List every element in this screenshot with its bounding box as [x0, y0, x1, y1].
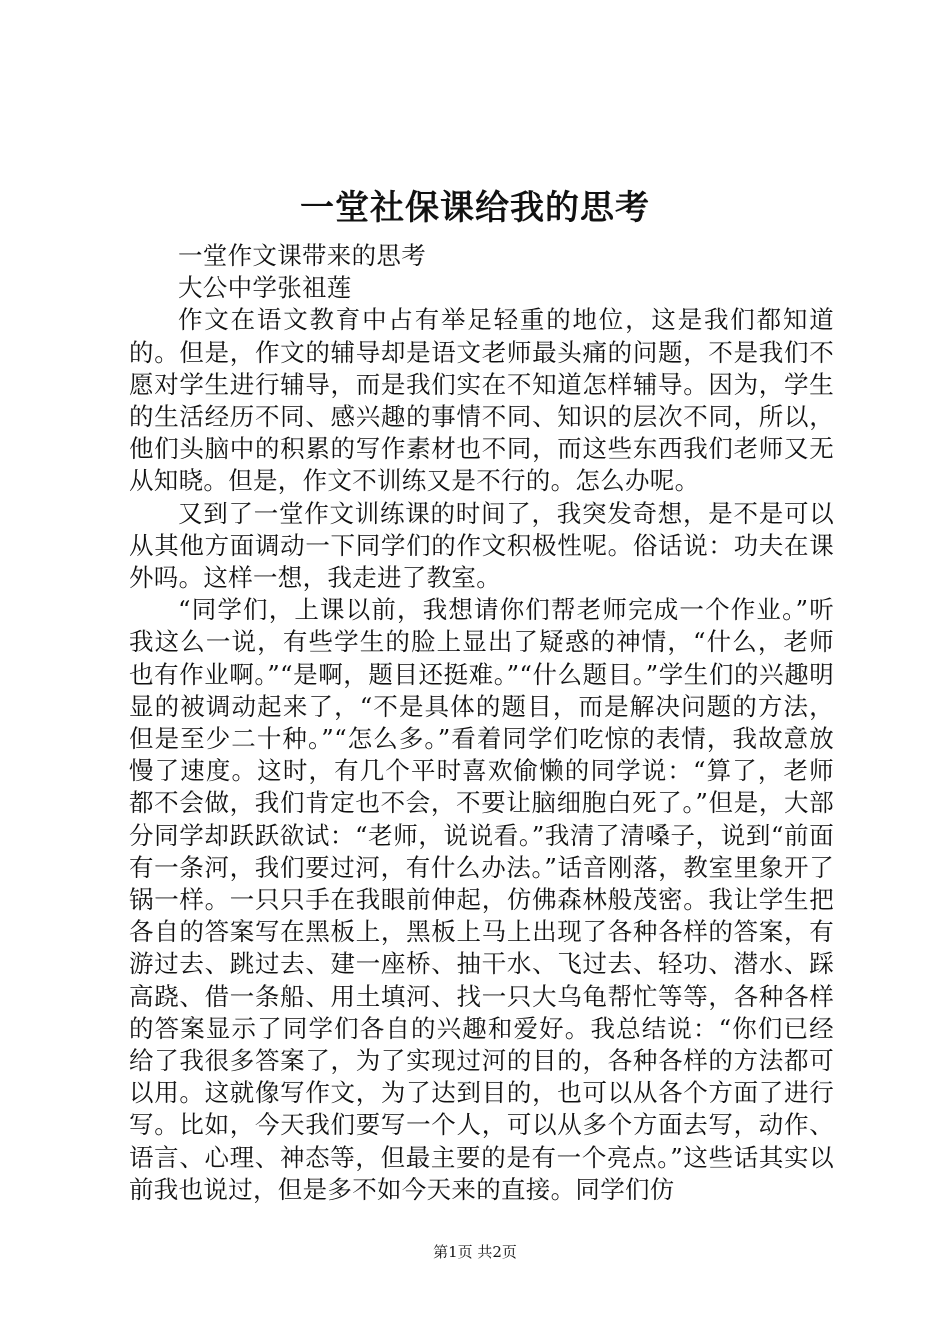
- body-paragraph: “同学们，上课以前，我想请你们帮老师完成一个作业。”听我这么一说，有些学生的脸上显出了疑惑的神情，“什么，老师也有作业啊。”“是啊，题目还挺难。”“什么题目。”学生们的兴趣明显的被调动起来了，“不是具体的题目，而是解决问题的方法，但是至少二十种。”“怎么多。”看着同学们吃惊的表情，我故意放慢了速度。这时，有几个平时喜欢偷懒的同学说：“算了，老师都不会做，我们肯定也不会，不要让脑细胞白死了。”但是，大部分同学却跃跃欲试：“老师，说说看。”我清了清嗓子，说到“前面有一条河，我们要过河，有什么办法。”话音刚落，教室里象开了锅一样。一只只手在我眼前伸起，仿佛森林般茂密。我让学生把各自的答案写在黑板上，黑板上马上出现了各种各样的答案，有游过去、跳过去、建一座桥、抽干水、飞过去、轻功、潜水、踩高跷、借一条船、用土填河、找一只大乌龟帮忙等等，各种各样的答案显示了同学们各自的兴趣和爱好。我总结说：“你们已经给了我很多答案了，为了实现过河的目的，各种各样的方法都可以用。这就像写作文，为了达到目的，也可以从各个方面了进行写。比如，今天我们要写一个人，可以从多个方面去写，动作、语言、心理、神态等，但最主要的是有一个亮点。”这些话其实以前我也说过，但是多不如今天来的直接。同学们仿: [129, 595, 834, 1204]
- document-title: 一堂社保课给我的思考: [300, 188, 650, 228]
- body-paragraph: 又到了一堂作文训练课的时间了，我突发奇想，是不是可以从其他方面调动一下同学们的作文积极性呢。俗话说：功夫在课外吗。这样一想，我走进了教室。: [129, 498, 834, 593]
- author-paragraph: 大公中学张祖莲: [178, 273, 352, 303]
- page-footer: 第1页 共2页: [433, 1243, 517, 1261]
- subtitle-paragraph: 一堂作文课带来的思考: [178, 241, 426, 270]
- document-body: [129, 240, 834, 1206]
- body-paragraph: 作文在语文教育中占有举足轻重的地位，这是我们都知道的。但是，作文的辅导却是语文老师最头痛的问题，不是我们不愿对学生进行辅导，而是我们实在不知道怎样辅导。因为，学生的生活经历不同、感兴趣的事情不同、知识的层次不同，所以，他们头脑中的积累的写作素材也不同，而这些东西我们老师又无从知晓。但是，作文不训练又是不行的。怎么办呢。: [129, 305, 834, 496]
